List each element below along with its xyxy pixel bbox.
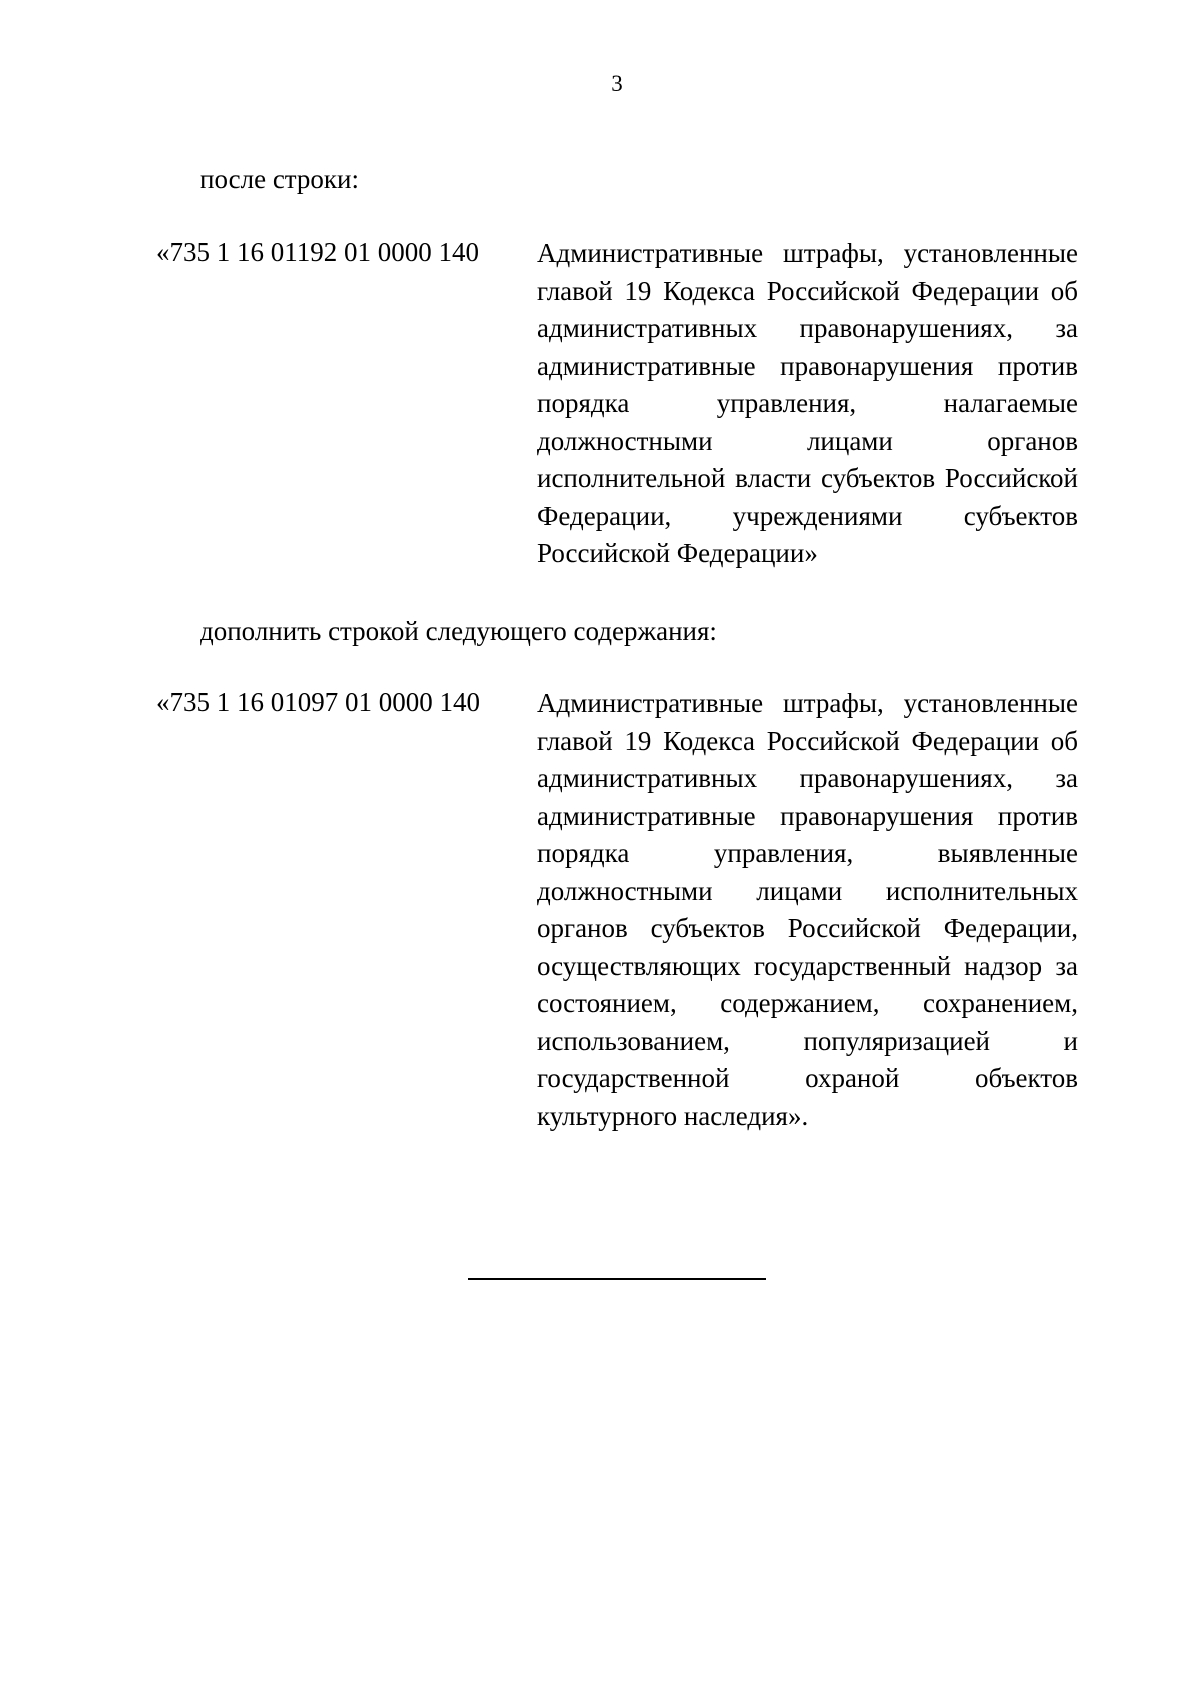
page-number: 3 <box>611 71 623 96</box>
budget-code-new: «735 1 16 01097 01 0000 140 <box>156 687 480 717</box>
intro-text-after-line: после строки: <box>200 164 359 194</box>
budget-code-existing-description: Административные штрафы, установленные главой 19 Кодекса Российской Федерации об административных правонарушениях, за административные правонарушения против порядка управления, налагаемые должностными лицами органов исполнительной власти субъектов Российской Федерации, учреждениями субъектов Российской Федерации» <box>537 238 1078 568</box>
intro-text-add-line: дополнить строкой следующего содержания: <box>200 616 717 646</box>
budget-code-new-description: Административные штрафы, установленные главой 19 Кодекса Российской Федерации об административных правонарушениях, за административные правонарушения против порядка управления, выявленные должностными лицами исполнительных органов субъектов Российской Федерации, осуществляющих государственный надзор за состоянием, содержанием, сохранением, использованием, популяризацией и государственной охраной объектов культурного наследия». <box>537 688 1078 1131</box>
end-separator-line <box>468 1278 766 1280</box>
budget-code-existing: «735 1 16 01192 01 0000 140 <box>156 237 479 267</box>
